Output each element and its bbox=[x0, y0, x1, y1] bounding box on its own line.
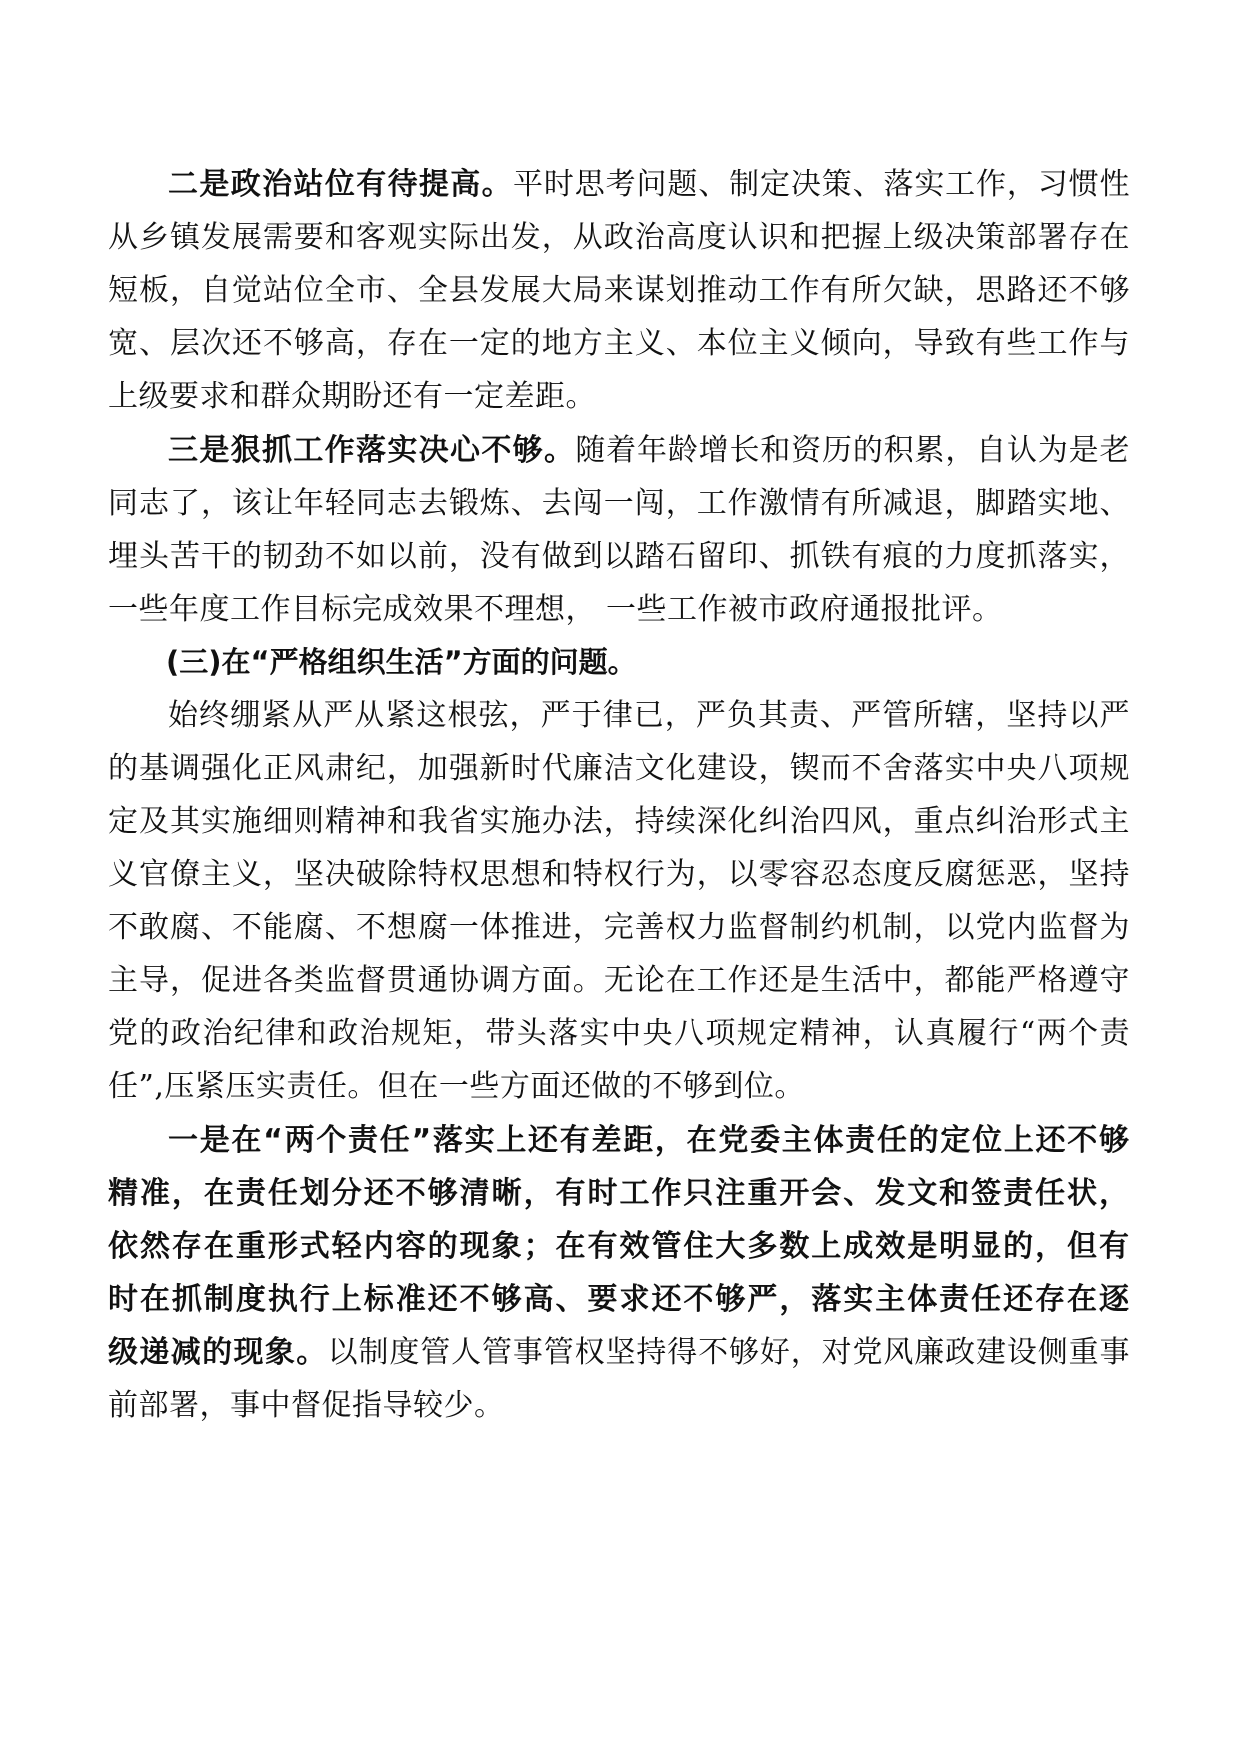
paragraph-organization-life bbox=[108, 689, 1130, 1113]
paragraph-lead: 一是在“两个责任”落实上还有差距，在党委主体责任的定位上还不够精准，在责任划分还不够清晰，有时工作只注重开会、发文和签责任状，依然存在重形式轻内容的现象；在有效管住大多数上成效是明显的，但有时在抓制度执行上标准还不够高、要求还不够严，落实主体责任还存在逐级递减的现象。 bbox=[108, 1123, 1130, 1370]
paragraph-text: 始终绷紧从严从紧这根弦，严于律已，严负其责、严管所辖，坚持以严的基调强化正风肃纪，加强新时代廉洁文化建设，锲而不舍落实中央八项规定及其实施细则精神和我省实施办法，持续深化纠治四风，重点纠治形式主义官僚主义，坚决破除特权思想和特权行为，以零容忍态度反腐惩恶，坚持不敢腐、不能腐、不想腐一体推进，完善权力监督制约机制，以党内监督为主导，促进各类监督贯通协调方面。无论在工作还是生活中，都能严格遵守党的政治纪律和政治规矩，带头落实中央八项规定精神，认真履行“两个责任”,压紧压实责任。但在一些方面还做的不够到位。 bbox=[108, 698, 1130, 1104]
paragraph-text: 以制度管人管事管权坚持得不够好，对党风廉政建设侧重事前部署，事中督促指导较少。 bbox=[108, 1335, 1130, 1423]
paragraph-lead: 三是狠抓工作落实决心不够。 bbox=[168, 433, 576, 468]
paragraph-two-responsibilities bbox=[108, 1114, 1130, 1432]
paragraph-political-stance bbox=[108, 158, 1130, 423]
paragraph-text: 平时思考问题、制定决策、落实工作，习惯性从乡镇发展需要和客观实际出发，从政治高度认识和把握上级决策部署存在短板，自觉站位全市、全县发展大局来谋划推动工作有所欠缺，思路还不够宽、层次还不够高，存在一定的地方主义、本位主义倾向，导致有些工作与上级要求和群众期盼还有一定差距。 bbox=[108, 167, 1131, 414]
document-body bbox=[108, 158, 1130, 1432]
paragraph-lead: 二是政治站位有待提高。 bbox=[168, 167, 514, 202]
paragraph-text: 随着年龄增长和资历的积累，自认为是老同志了，该让年轻同志去锻炼、去闯一闯，工作激情有所减退，脚踏实地、埋头苦干的韧劲不如以前，没有做到以踏石留印、抓铁有痕的力度抓落实， 一些年度工作目标完成效果不理想， 一些工作被市政府通报批评。 bbox=[108, 433, 1131, 627]
paragraph-work-implementation bbox=[108, 424, 1130, 636]
section-heading: (三)在“严格组织生活”方面的问题。 bbox=[166, 645, 637, 679]
